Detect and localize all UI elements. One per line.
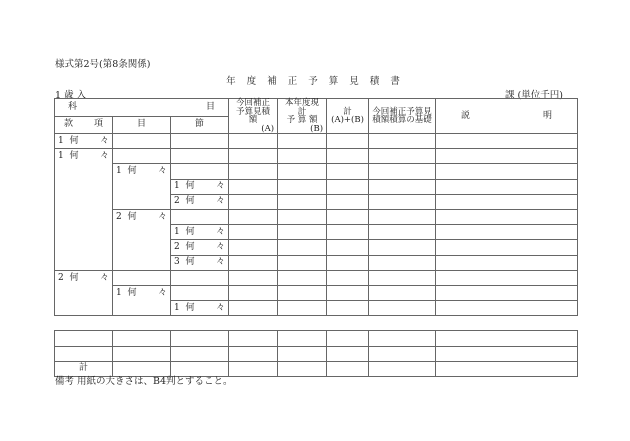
kan-cell: 1 何 々 xyxy=(55,134,113,149)
setsu-cell: 3 何 々 xyxy=(171,255,229,270)
footnote: 備考 用紙の大きさは、B4判とすること。 xyxy=(55,376,233,387)
spacer-row xyxy=(55,316,578,331)
document-title: 年 度 補 正 予 算 見 積 書 xyxy=(226,76,404,87)
table-row xyxy=(55,285,578,300)
header-kamoku: 科 目 xyxy=(55,99,229,117)
header-explanation: 説 明 xyxy=(436,99,578,134)
table-row xyxy=(55,134,578,149)
setsu-cell: 2 何 々 xyxy=(171,240,229,255)
moku-cell: 1 何 々 xyxy=(113,285,171,315)
total-label: 計 xyxy=(55,361,113,376)
table-row xyxy=(55,164,578,179)
header-kan-kou: 款 項 xyxy=(55,116,113,134)
table-row xyxy=(55,209,578,224)
kou-cell: 2 何 々 xyxy=(55,270,113,316)
kou-cell: 1 何 々 xyxy=(55,149,113,271)
header-moku: 目 xyxy=(113,116,171,134)
table-row xyxy=(55,270,578,285)
setsu-cell: 2 何 々 xyxy=(171,194,229,209)
table-row xyxy=(55,346,578,361)
moku-cell: 1 何 々 xyxy=(113,164,171,210)
table-row xyxy=(55,149,578,164)
section-label: 1 歳 入 xyxy=(55,90,87,101)
header-row-1 xyxy=(55,99,578,117)
setsu-cell: 1 何 々 xyxy=(171,179,229,194)
header-calculation-basis: 今回補正予算見 積額積算の基礎 xyxy=(369,99,436,134)
table-row xyxy=(55,331,578,346)
header-current-estimate: 今回補正 予算見積額 (A) xyxy=(229,99,278,134)
setsu-cell: 1 何 々 xyxy=(171,301,229,316)
header-setsu: 節 xyxy=(171,116,229,134)
budget-estimate-table xyxy=(54,98,578,377)
setsu-cell: 1 何 々 xyxy=(171,225,229,240)
header-total: 計 (A)+(B) xyxy=(327,99,369,134)
header-present-budget: 本年度現計 予 算 額 (B) xyxy=(278,99,327,134)
moku-cell: 2 何 々 xyxy=(113,209,171,270)
form-label: 様式第2号(第8条関係) xyxy=(55,59,151,70)
unit-label: 課 (単位千円) xyxy=(505,90,563,101)
